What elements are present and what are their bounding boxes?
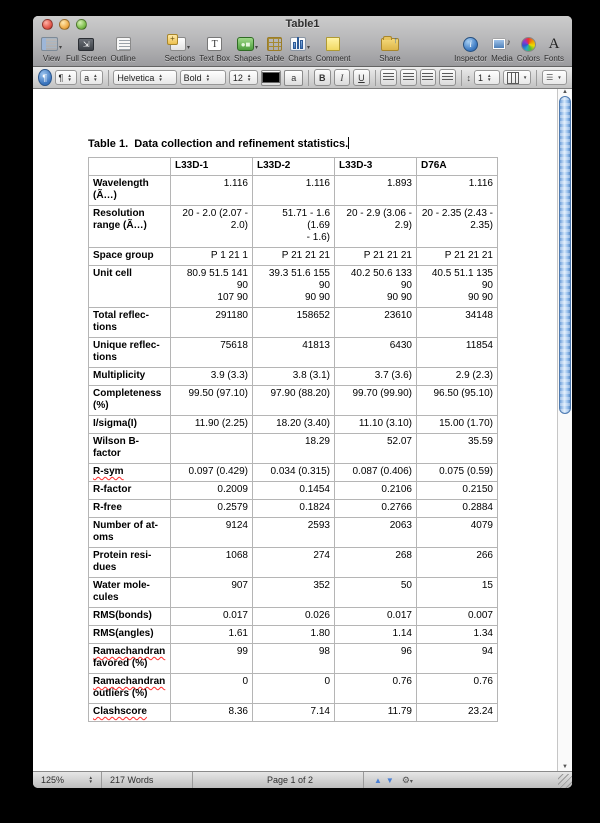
row-label-cell[interactable]: Protein resi- dues [89,548,171,578]
table-row [89,308,498,338]
value-cell[interactable]: 18.20 (3.40) [253,416,335,434]
value-cell[interactable]: 1.116 [253,176,335,206]
align-right-button[interactable] [420,69,437,86]
list-icon: ☰ [546,73,554,82]
columns-dropdown[interactable]: ▼ [503,70,531,85]
align-justify-icon [442,73,453,82]
table-row [89,266,498,308]
toolbar-item-label: Fonts [543,54,564,63]
table-row [89,386,498,416]
media-icon [493,38,511,51]
value-cell[interactable]: 39.3 51.6 155 90 90 90 [253,266,335,308]
text-box-icon: T [207,37,222,51]
value-cell[interactable]: 1.14 [335,626,417,644]
typeface-dropdown[interactable]: Bold ▲ ▼ [180,70,226,85]
sections-icon [170,37,186,51]
table-row [89,248,498,266]
row-label-cell[interactable]: I/sigma(I) [89,416,171,434]
value-cell[interactable]: 0 [171,674,253,704]
toolbar-table[interactable] [265,35,284,63]
toolbar-comment[interactable] [316,35,351,63]
header-cell[interactable]: L33D-3 [335,158,417,176]
toolbar-outline[interactable] [110,35,135,63]
row-label-cell[interactable]: Multiplicity [89,368,171,386]
align-center-button[interactable] [400,69,417,86]
value-cell[interactable]: 20 - 2.35 (2.43 - 2.35) [417,206,498,248]
value-cell[interactable]: 35.59 [417,434,498,464]
value-cell[interactable]: 3.7 (3.6) [335,368,417,386]
zoom-level: 125% [41,775,65,785]
table-row [89,644,498,674]
row-label-cell[interactable]: Water mole- cules [89,578,171,608]
align-left-button[interactable] [380,69,397,86]
view-icon [41,37,58,51]
value-cell[interactable]: 0.017 [171,608,253,626]
resize-grip[interactable] [558,774,572,788]
table-row [89,626,498,644]
value-cell[interactable]: 51.71 - 1.6 (1.69 - 1.6) [253,206,335,248]
window-chrome [33,16,572,67]
vertical-scrollbar[interactable] [557,89,572,771]
chevron-down-icon: ▾ [307,45,311,51]
value-cell[interactable]: 4079 [417,518,498,548]
table-row [89,176,498,206]
document-canvas[interactable] [33,89,572,771]
value-cell[interactable]: 291180 [171,308,253,338]
toolbar-item-label: Table [265,54,285,63]
document-title: Table 1. Data collection and refinement statistics. [88,138,349,150]
underline-button[interactable]: U [353,69,370,86]
value-cell[interactable]: P 21 21 21 [253,248,335,266]
value-cell[interactable]: 20 - 2.0 (2.07 - 2.0) [171,206,253,248]
value-cell[interactable]: 0.087 (0.406) [335,464,417,482]
toolbar-item-label: Charts [288,54,312,63]
value-cell[interactable]: 2593 [253,518,335,548]
row-label-cell[interactable]: R-factor [89,482,171,500]
value-cell[interactable]: 0.76 [417,674,498,704]
full-screen-icon: ⇲ [78,38,94,51]
value-cell[interactable]: 0.097 (0.429) [171,464,253,482]
value-cell[interactable]: 1.116 [171,176,253,206]
value-cell[interactable]: 99.50 (97.10) [171,386,253,416]
table-row [89,608,498,626]
table-row [89,674,498,704]
comment-icon [326,37,340,51]
table-row [89,434,498,464]
row-label-cell[interactable]: Clashscore [89,704,171,722]
charts-icon [290,37,306,51]
paragraph-style-dropdown[interactable]: ¶ ▲ ▼ [55,70,78,85]
value-cell[interactable]: 11854 [417,338,498,368]
value-cell[interactable]: 0.2106 [335,482,417,500]
table-row [89,464,498,482]
toolbar-colors[interactable] [517,35,540,63]
bold-button[interactable]: B [314,69,331,86]
value-cell[interactable]: 23610 [335,308,417,338]
toolbar-fonts[interactable] [544,35,564,63]
window-title: Table1 [285,18,320,30]
value-cell[interactable]: 40.5 51.1 135 90 90 90 [417,266,498,308]
colors-icon [521,37,536,52]
row-label-cell[interactable]: Total reflec- tions [89,308,171,338]
row-label-cell[interactable]: Wavelength (Ã…) [89,176,171,206]
row-label-cell[interactable]: Ramachandran favored (%) [89,644,171,674]
toolbar-item-label: Full Screen [66,54,107,63]
value-cell[interactable]: 15.00 (1.70) [417,416,498,434]
value-cell[interactable]: 41813 [253,338,335,368]
value-cell[interactable]: 15 [417,578,498,608]
value-cell[interactable]: 1.116 [417,176,498,206]
toolbar-item-label: View [42,54,61,63]
app-window [33,16,572,788]
value-cell[interactable]: P 21 21 21 [417,248,498,266]
value-cell[interactable]: 98 [253,644,335,674]
align-justify-button[interactable] [439,69,456,86]
format-bar [33,67,572,89]
toolbar-text-box[interactable] [199,35,230,63]
scroll-down-arrow[interactable]: ▼ [562,764,568,770]
value-cell[interactable]: 1.893 [335,176,417,206]
table-row [89,338,498,368]
toolbar-full-screen[interactable] [66,35,106,63]
toolbar-item-label: Media [491,54,513,63]
toolbar-charts[interactable] [288,35,312,63]
toolbar-shapes[interactable] [234,35,261,63]
toolbar-item-label: Shapes [233,54,262,63]
table-row [89,548,498,578]
minimize-button[interactable] [59,19,70,30]
value-cell[interactable]: 96.50 (95.10) [417,386,498,416]
value-cell[interactable]: 268 [335,548,417,578]
value-cell[interactable]: 2.9 (2.3) [417,368,498,386]
font-family-dropdown[interactable]: Helvetica ▲ ▼ [113,70,176,85]
toolbar-share[interactable] [379,35,400,63]
value-cell[interactable]: 158652 [253,308,335,338]
table-row [89,206,498,248]
value-cell[interactable]: 0.2766 [335,500,417,518]
value-cell[interactable]: 0.1454 [253,482,335,500]
row-label-cell[interactable]: Wilson B- factor [89,434,171,464]
toolbar [33,32,572,66]
character-style-dropdown[interactable]: a ▲ ▼ [80,70,103,85]
row-label-cell[interactable]: Unique reflec- tions [89,338,171,368]
row-label-cell[interactable]: Unit cell [89,266,171,308]
chevron-down-icon: ▾ [255,45,259,51]
row-label-cell[interactable]: Resolution range (Ã…) [89,206,171,248]
align-right-icon [422,73,433,82]
value-cell[interactable]: 1068 [171,548,253,578]
text-color-well[interactable] [261,70,281,86]
line-spacing-icon: ↕ [466,72,471,83]
inspector-icon: i [463,37,478,52]
table-row [89,578,498,608]
toolbar-inspector[interactable] [454,35,487,63]
value-cell[interactable]: 0.026 [253,608,335,626]
value-cell[interactable]: P 21 21 21 [335,248,417,266]
columns-icon [507,72,519,84]
value-cell[interactable]: 0.2884 [417,500,498,518]
value-cell[interactable]: 1.61 [171,626,253,644]
shapes-icon: ●■ [237,37,254,51]
table-row [89,518,498,548]
row-label-cell[interactable]: R-free [89,500,171,518]
toolbar-item-label: Text Box [199,54,230,63]
value-cell[interactable]: 266 [417,548,498,578]
row-label-cell[interactable]: RMS(angles) [89,626,171,644]
status-bar [33,771,572,788]
scroll-up-arrow[interactable]: ▲ [562,89,568,95]
italic-button[interactable]: I [334,69,351,86]
value-cell[interactable]: 34148 [417,308,498,338]
row-label-cell[interactable]: RMS(bonds) [89,608,171,626]
value-cell[interactable]: 99.70 (99.90) [335,386,417,416]
value-cell[interactable]: 0.017 [335,608,417,626]
chevron-down-icon: ▾ [59,45,63,51]
line-spacing-stepper[interactable]: 1 ▲ ▼ [474,70,500,85]
header-cell[interactable]: L33D-2 [253,158,335,176]
close-button[interactable] [42,19,53,30]
paragraph-style-icon[interactable]: ¶ [38,69,52,86]
value-cell[interactable]: 11.10 (3.10) [335,416,417,434]
toolbar-media[interactable] [491,35,513,63]
align-left-icon [383,73,394,82]
value-cell[interactable]: 907 [171,578,253,608]
value-cell[interactable]: 96 [335,644,417,674]
toolbar-item-label: Comment [315,54,351,63]
header-cell[interactable]: D76A [417,158,498,176]
value-cell[interactable]: 352 [253,578,335,608]
page-indicator[interactable]: Page 1 of 2 [267,775,314,785]
toolbar-item-label: Colors [516,54,540,63]
toolbar-item-label: Sections [164,54,196,63]
value-cell[interactable] [171,434,253,464]
align-center-icon [403,73,414,82]
value-cell[interactable]: 0.034 (0.315) [253,464,335,482]
value-cell[interactable]: 9124 [171,518,253,548]
value-cell[interactable]: 0.76 [335,674,417,704]
value-cell[interactable]: 7.14 [253,704,335,722]
text-background-color-well[interactable]: a [284,70,303,86]
share-icon [381,38,399,51]
next-page-arrow-icon[interactable]: ▼ [385,775,394,785]
gear-icon[interactable]: ⚙▾ [401,774,413,785]
row-label-cell[interactable]: Number of at- oms [89,518,171,548]
toolbar-item-label: Outline [110,54,136,63]
toolbar-view[interactable] [41,35,62,63]
row-label-cell[interactable]: Space group [89,248,171,266]
value-cell[interactable]: 274 [253,548,335,578]
value-cell[interactable]: 52.07 [335,434,417,464]
toolbar-item-label: Share [379,54,401,63]
zoom-stepper-icon[interactable]: ▲ ▼ [88,775,93,784]
chevron-down-icon: ▾ [186,45,190,51]
value-cell[interactable]: 99 [171,644,253,674]
zoom-button[interactable] [76,19,87,30]
page-navigation [364,772,421,788]
table-row [89,500,498,518]
outline-icon [116,37,131,51]
previous-page-arrow-icon[interactable]: ▲ [374,775,382,785]
value-cell[interactable]: 6430 [335,338,417,368]
row-label-cell[interactable]: Ramachandran outliers (%) [89,674,171,704]
header-cell[interactable]: L33D-1 [171,158,253,176]
zoom-control[interactable] [33,772,101,788]
toolbar-sections[interactable] [165,35,196,63]
table-icon [267,37,282,51]
value-cell[interactable]: 23.24 [417,704,498,722]
row-label-cell[interactable]: R-sym [89,464,171,482]
table-row [89,368,498,386]
statistics-table [88,157,498,722]
table-row [89,416,498,434]
table-header-row [89,158,498,176]
value-cell[interactable]: 1.80 [253,626,335,644]
value-cell[interactable]: 0.2150 [417,482,498,500]
scrollbar-thumb[interactable] [559,96,571,414]
value-cell[interactable]: 11.90 (2.25) [171,416,253,434]
value-cell[interactable]: 2063 [335,518,417,548]
value-cell[interactable]: 1.34 [417,626,498,644]
document-page[interactable] [88,89,556,771]
list-style-dropdown[interactable]: ☰ ▼ [542,70,567,85]
value-cell[interactable]: 0.1824 [253,500,335,518]
value-cell[interactable]: 3.9 (3.3) [171,368,253,386]
table-row [89,482,498,500]
header-cell[interactable] [89,158,171,176]
value-cell[interactable]: 97.90 (88.20) [253,386,335,416]
fonts-icon: A [548,35,560,52]
toolbar-item-label: Inspector [454,54,488,63]
value-cell[interactable]: 8.36 [171,704,253,722]
value-cell[interactable]: 50 [335,578,417,608]
value-cell[interactable]: 20 - 2.9 (3.06 - 2.9) [335,206,417,248]
value-cell[interactable]: P 1 21 1 [171,248,253,266]
table-row [89,704,498,722]
value-cell[interactable]: 40.2 50.6 133 90 90 90 [335,266,417,308]
value-cell[interactable]: 11.79 [335,704,417,722]
value-cell[interactable]: 80.9 51.5 141 90 107 90 [171,266,253,308]
value-cell[interactable]: 18.29 [253,434,335,464]
font-size-dropdown[interactable]: 12 ▲ ▼ [229,70,258,85]
value-cell[interactable]: 75618 [171,338,253,368]
row-label-cell[interactable]: Completeness (%) [89,386,171,416]
title-bar[interactable] [33,16,572,32]
value-cell[interactable]: 0 [253,674,335,704]
value-cell[interactable]: 0.2009 [171,482,253,500]
word-count[interactable]: 217 Words [110,775,154,785]
value-cell[interactable]: 0.075 (0.59) [417,464,498,482]
value-cell[interactable]: 0.2579 [171,500,253,518]
value-cell[interactable]: 3.8 (3.1) [253,368,335,386]
text-cursor [348,137,349,149]
value-cell[interactable]: 94 [417,644,498,674]
value-cell[interactable]: 0.007 [417,608,498,626]
